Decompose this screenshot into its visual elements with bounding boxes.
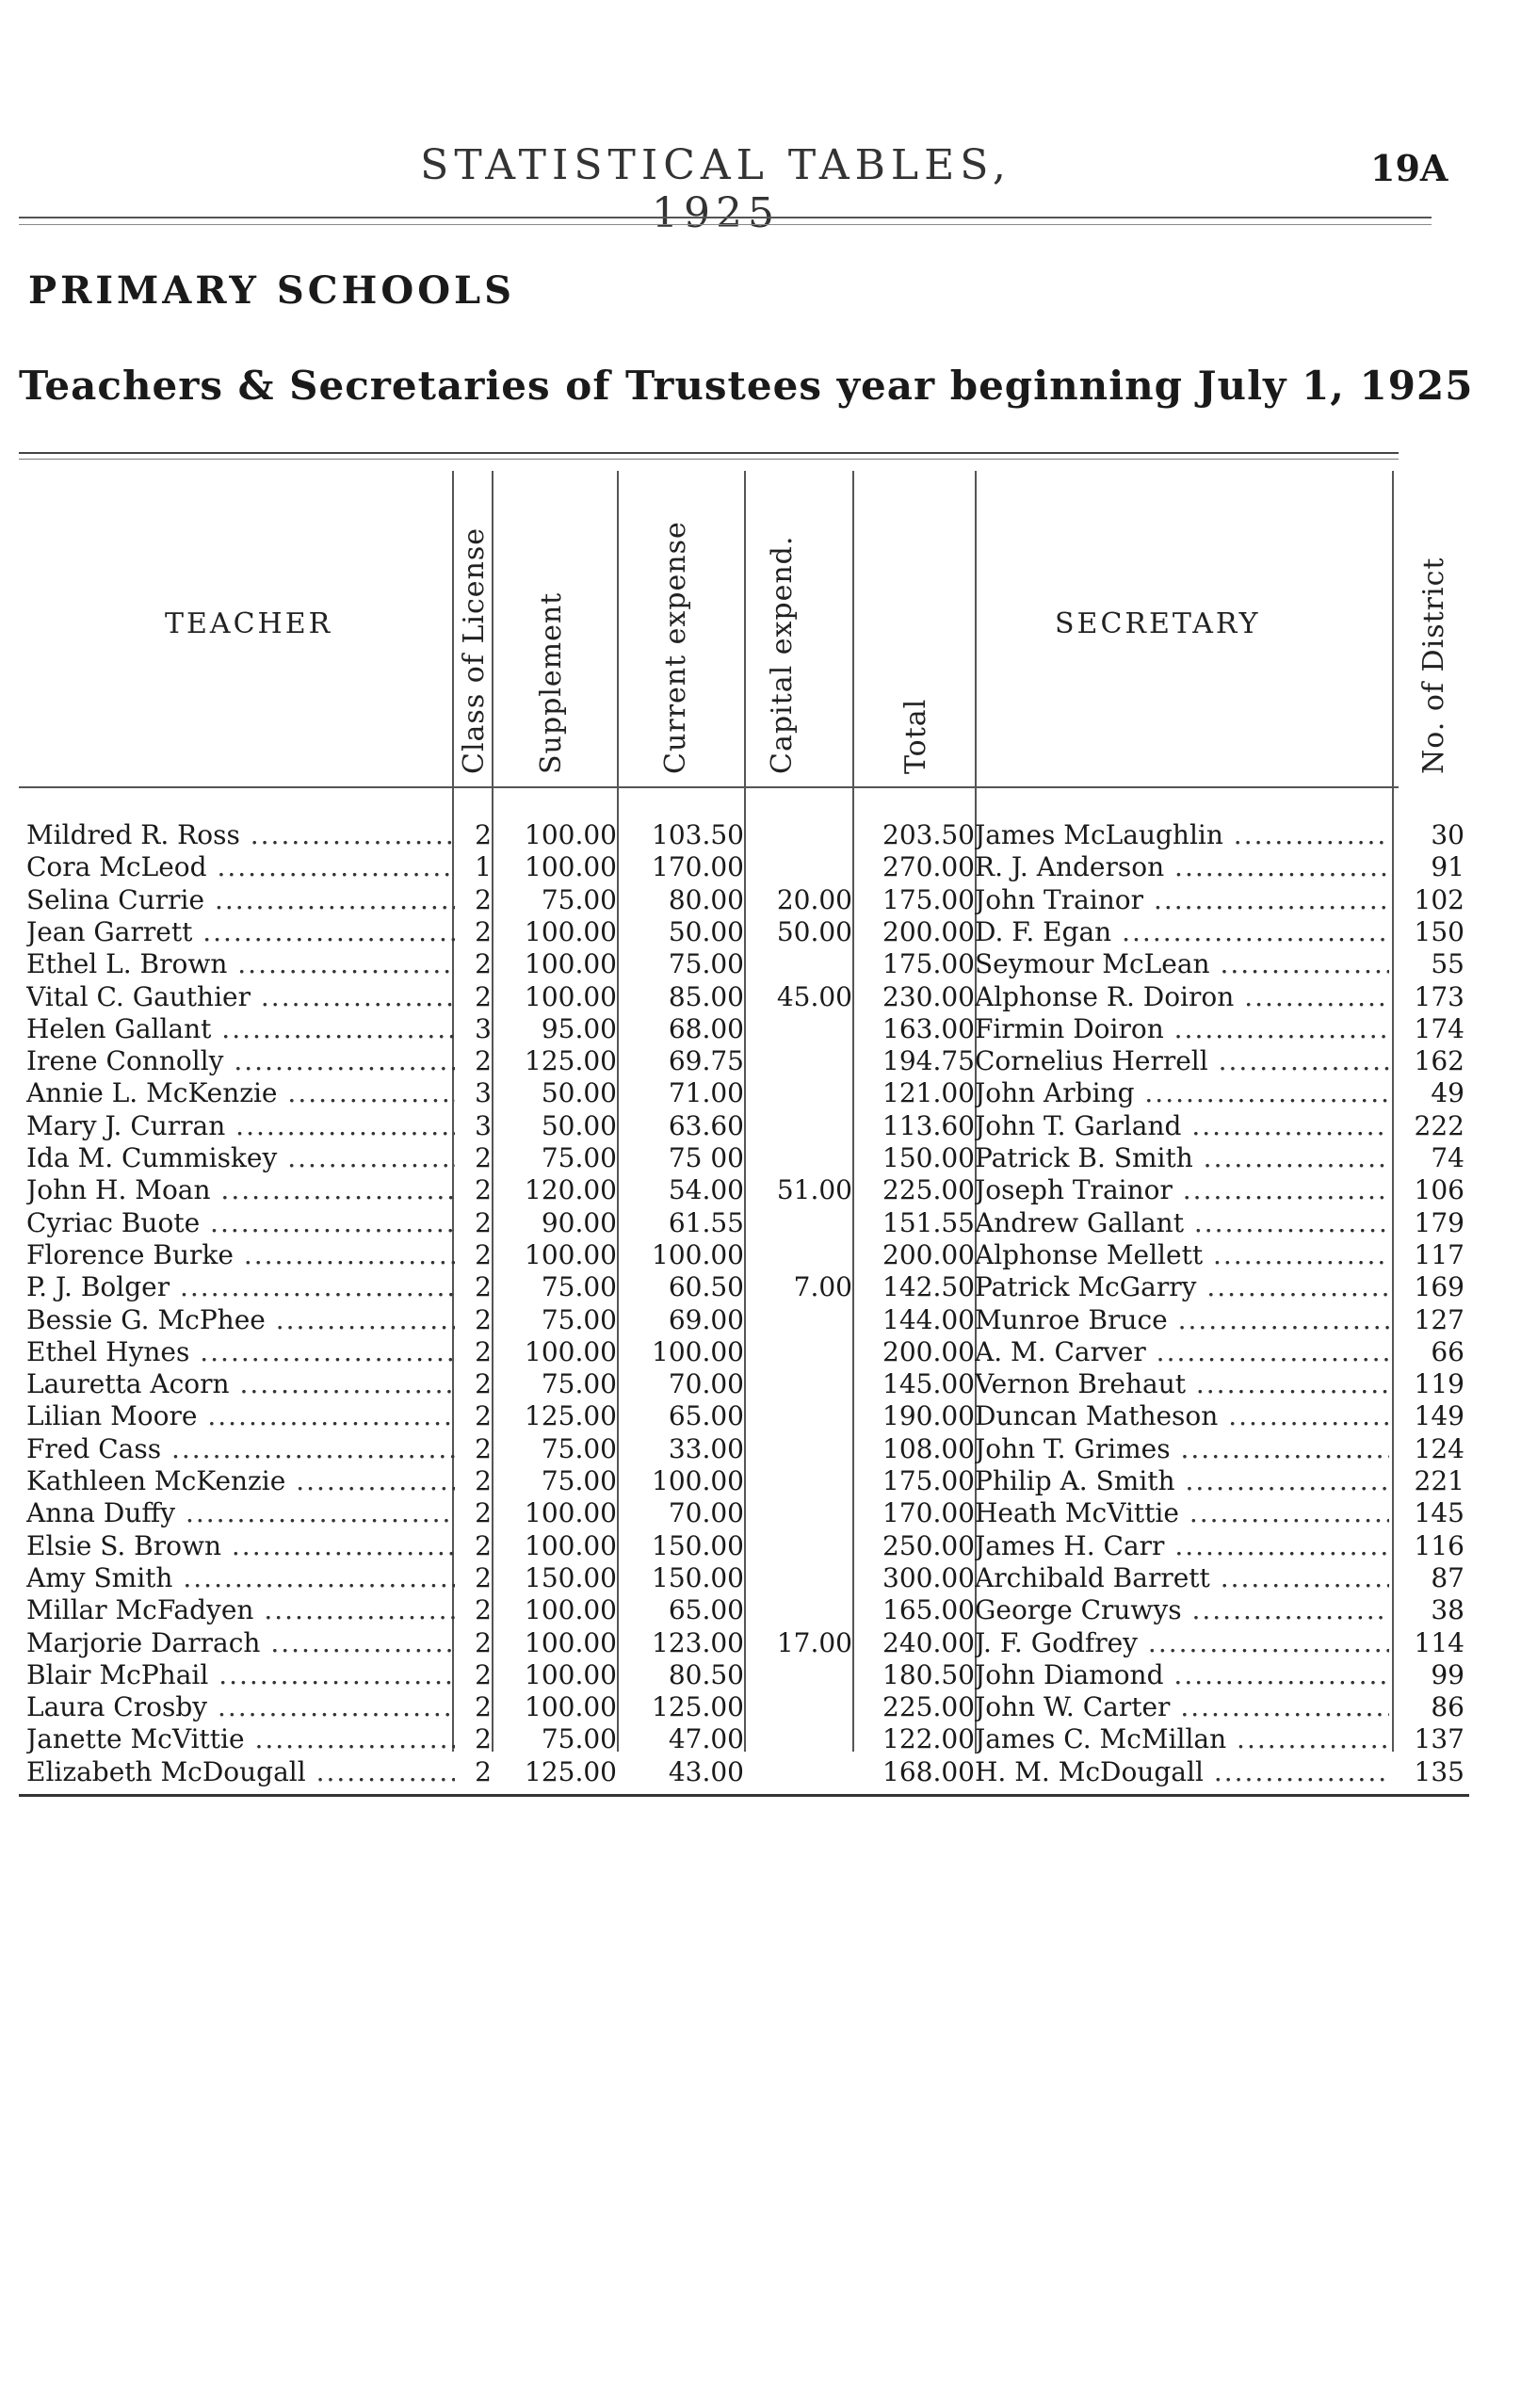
current-expense: 75.00 [668, 948, 744, 980]
current-expense: 47.00 [668, 1723, 744, 1755]
table-row [0, 1691, 1521, 1723]
secretary-name: Alphonse R. Doiron ..... [975, 981, 1389, 1012]
supplement-amount: 125.00 [525, 1400, 617, 1432]
district-number: 137 [1414, 1723, 1464, 1755]
total-amount: 200.00 [882, 1238, 975, 1270]
table-subtitle: Teachers & Secretaries of Trustees year beginning July 1, 1925 [19, 363, 1474, 409]
secretary-name: Duncan Matheson ..... [975, 1400, 1389, 1431]
total-amount: 225.00 [882, 1691, 975, 1723]
current-expense: 125.00 [652, 1691, 744, 1723]
capital-expend: 51.00 [776, 1174, 852, 1206]
supplement-amount: 75.00 [541, 1723, 617, 1755]
teacher-name: Cyriac Buote ..... [26, 1207, 455, 1238]
teacher-name: Anna Duffy ..... [26, 1497, 455, 1528]
district-number: 127 [1414, 1303, 1464, 1335]
total-amount: 200.00 [882, 1335, 975, 1367]
total-amount: 165.00 [882, 1594, 975, 1626]
current-expense: 71.00 [668, 1077, 744, 1109]
district-number: 124 [1414, 1432, 1464, 1464]
supplement-amount: 100.00 [525, 1594, 617, 1626]
supplement-amount: 50.00 [541, 1077, 617, 1109]
current-expense: 61.55 [668, 1206, 744, 1238]
teacher-name: Millar McFadyen ..... [26, 1594, 455, 1625]
class-of-license: 2 [475, 1594, 492, 1626]
section-title: PRIMARY SCHOOLS [28, 268, 516, 313]
class-of-license: 2 [475, 1271, 492, 1303]
secretary-name: John Trainor ..... [975, 884, 1389, 915]
table-row [0, 916, 1521, 948]
class-of-license: 3 [475, 1109, 492, 1141]
supplement-amount: 100.00 [525, 1497, 617, 1529]
teacher-name: Vital C. Gauthier ..... [26, 981, 455, 1012]
secretary-name: John Diamond ..... [975, 1659, 1389, 1690]
total-amount: 163.00 [882, 1012, 975, 1044]
table-row [0, 884, 1521, 916]
current-expense: 150.00 [652, 1561, 744, 1593]
secretary-name: Patrick McGarry ..... [975, 1271, 1389, 1302]
secretary-name: Andrew Gallant ..... [975, 1207, 1389, 1238]
teacher-name: Elsie S. Brown ..... [26, 1530, 455, 1561]
supplement-amount: 100.00 [525, 948, 617, 980]
class-of-license: 2 [475, 1142, 492, 1173]
class-of-license: 1 [475, 851, 492, 883]
supplement-amount: 50.00 [541, 1109, 617, 1141]
secretary-name: Vernon Brehaut ..... [975, 1368, 1389, 1399]
secretary-name: John Arbing ..... [975, 1077, 1389, 1108]
total-amount: 108.00 [882, 1432, 975, 1464]
district-number: 150 [1414, 915, 1464, 947]
teacher-name: Annie L. McKenzie ..... [26, 1077, 455, 1108]
district-number: 174 [1414, 1012, 1464, 1044]
class-of-license: 2 [475, 819, 492, 850]
current-expense: 150.00 [652, 1529, 744, 1561]
teacher-name: Mildred R. Ross ..... [26, 819, 455, 850]
current-expense: 69.00 [668, 1303, 744, 1335]
secretary-name: Munroe Bruce ..... [975, 1304, 1389, 1335]
supplement-amount: 125.00 [525, 1755, 617, 1787]
district-number: 222 [1414, 1109, 1464, 1141]
current-expense: 70.00 [668, 1497, 744, 1529]
total-amount: 180.50 [882, 1658, 975, 1690]
teacher-name: Lauretta Acorn ..... [26, 1368, 455, 1399]
supplement-amount: 75.00 [541, 1465, 617, 1496]
total-amount: 175.00 [882, 1465, 975, 1496]
secretary-name: J. F. Godfrey ..... [975, 1627, 1389, 1658]
table-row [0, 1045, 1521, 1077]
secretary-name: R. J. Anderson ..... [975, 851, 1389, 882]
class-of-license: 2 [475, 1206, 492, 1238]
teacher-name: Elizabeth McDougall ..... [26, 1756, 455, 1787]
district-number: 221 [1414, 1465, 1464, 1496]
table-row [0, 981, 1521, 1013]
table-row [0, 1723, 1521, 1755]
running-head-title: STATISTICAL TABLES, 1925 [420, 141, 1011, 237]
current-expense: 54.00 [668, 1174, 744, 1206]
supplement-amount: 90.00 [541, 1206, 617, 1238]
class-of-license: 2 [475, 1174, 492, 1206]
current-expense: 60.50 [668, 1271, 744, 1303]
current-expense: 100.00 [652, 1465, 744, 1496]
district-number: 117 [1414, 1238, 1464, 1270]
district-number: 149 [1414, 1400, 1464, 1432]
class-of-license: 2 [475, 1561, 492, 1593]
district-number: 116 [1414, 1529, 1464, 1561]
class-of-license: 2 [475, 1658, 492, 1690]
secretary-name: H. M. McDougall ..... [975, 1756, 1389, 1787]
total-amount: 170.00 [882, 1497, 975, 1529]
table-row [0, 1562, 1521, 1594]
teacher-name: John H. Moan ..... [26, 1174, 455, 1205]
header-capital-expend: Capital expend. [766, 535, 799, 774]
table-row [0, 1077, 1521, 1109]
table-row [0, 1142, 1521, 1174]
secretary-name: John T. Grimes ..... [975, 1433, 1389, 1464]
teacher-name: Kathleen McKenzie ..... [26, 1465, 455, 1496]
supplement-amount: 95.00 [541, 1012, 617, 1044]
total-amount: 194.75 [882, 1045, 975, 1077]
table-row [0, 1239, 1521, 1271]
total-amount: 150.00 [882, 1142, 975, 1173]
table-row [0, 1627, 1521, 1659]
supplement-amount: 75.00 [541, 1303, 617, 1335]
teacher-name: Ida M. Cummiskey ..... [26, 1142, 455, 1173]
class-of-license: 2 [475, 1045, 492, 1077]
table-bottom-rule [19, 1794, 1469, 1797]
class-of-license: 2 [475, 1497, 492, 1529]
capital-expend: 45.00 [776, 980, 852, 1012]
teacher-name: Bessie G. McPhee ..... [26, 1304, 455, 1335]
secretary-name: James C. McMillan ..... [975, 1723, 1389, 1754]
teacher-name: Marjorie Darrach ..... [26, 1627, 455, 1658]
district-number: 169 [1414, 1271, 1464, 1303]
secretary-name: Patrick B. Smith ..... [975, 1142, 1389, 1173]
secretary-name: John T. Garland ..... [975, 1110, 1389, 1141]
teacher-name: Helen Gallant ..... [26, 1013, 455, 1044]
supplement-amount: 75.00 [541, 1142, 617, 1173]
supplement-amount: 100.00 [525, 851, 617, 883]
total-amount: 240.00 [882, 1626, 975, 1658]
district-number: 38 [1431, 1594, 1464, 1626]
teacher-name: Jean Garrett ..... [26, 916, 455, 947]
total-amount: 122.00 [882, 1723, 975, 1755]
header-class-of-license: Class of License [458, 526, 491, 774]
district-number: 162 [1414, 1045, 1464, 1077]
current-expense: 65.00 [668, 1400, 744, 1432]
total-amount: 190.00 [882, 1400, 975, 1432]
header-current-expense: Current expense [659, 521, 692, 774]
class-of-license: 2 [475, 1723, 492, 1755]
current-expense: 50.00 [668, 915, 744, 947]
supplement-amount: 150.00 [525, 1561, 617, 1593]
current-expense: 70.00 [668, 1368, 744, 1400]
table-row [0, 819, 1521, 851]
supplement-amount: 75.00 [541, 883, 617, 915]
teacher-name: Selina Currie ..... [26, 884, 455, 915]
district-number: 99 [1431, 1658, 1464, 1690]
supplement-amount: 100.00 [525, 1626, 617, 1658]
total-amount: 225.00 [882, 1174, 975, 1206]
total-amount: 168.00 [882, 1755, 975, 1787]
current-expense: 80.50 [668, 1658, 744, 1690]
secretary-name: Heath McVittie ..... [975, 1497, 1389, 1528]
table-row [0, 1497, 1521, 1529]
supplement-amount: 100.00 [525, 980, 617, 1012]
table-row [0, 1110, 1521, 1142]
total-amount: 200.00 [882, 915, 975, 947]
table-row [0, 1207, 1521, 1239]
district-number: 66 [1431, 1335, 1464, 1367]
supplement-amount: 100.00 [525, 1238, 617, 1270]
table-row [0, 1756, 1521, 1788]
teacher-name: Irene Connolly ..... [26, 1045, 455, 1076]
class-of-license: 2 [475, 1465, 492, 1496]
secretary-name: Archibald Barrett ..... [975, 1562, 1389, 1593]
district-number: 86 [1431, 1691, 1464, 1723]
class-of-license: 2 [475, 948, 492, 980]
teacher-name: Florence Burke ..... [26, 1239, 455, 1270]
district-number: 119 [1414, 1368, 1464, 1400]
district-number: 173 [1414, 980, 1464, 1012]
table-row [0, 1530, 1521, 1562]
class-of-license: 2 [475, 1238, 492, 1270]
current-expense: 80.00 [668, 883, 744, 915]
class-of-license: 2 [475, 1335, 492, 1367]
class-of-license: 2 [475, 1755, 492, 1787]
current-expense: 63.60 [668, 1109, 744, 1141]
teacher-name: Ethel Hynes ..... [26, 1336, 455, 1367]
total-amount: 151.55 [882, 1206, 975, 1238]
supplement-amount: 125.00 [525, 1045, 617, 1077]
district-number: 114 [1414, 1626, 1464, 1658]
district-number: 74 [1431, 1142, 1464, 1173]
current-expense: 43.00 [668, 1755, 744, 1787]
secretary-name: D. F. Egan ..... [975, 916, 1389, 947]
current-expense: 65.00 [668, 1594, 744, 1626]
current-expense: 33.00 [668, 1432, 744, 1464]
secretary-name: Joseph Trainor ..... [975, 1174, 1389, 1205]
table-row [0, 1271, 1521, 1303]
class-of-license: 2 [475, 1691, 492, 1723]
table-row [0, 851, 1521, 883]
teacher-name: P. J. Bolger ..... [26, 1271, 455, 1302]
current-expense: 75 00 [668, 1142, 744, 1173]
teacher-name: Cora McLeod ..... [26, 851, 455, 882]
class-of-license: 2 [475, 883, 492, 915]
class-of-license: 3 [475, 1077, 492, 1109]
teacher-name: Amy Smith ..... [26, 1562, 455, 1593]
current-expense: 85.00 [668, 980, 744, 1012]
total-amount: 270.00 [882, 851, 975, 883]
district-number: 102 [1414, 883, 1464, 915]
current-expense: 123.00 [652, 1626, 744, 1658]
table-row [0, 948, 1521, 980]
teacher-name: Laura Crosby ..... [26, 1691, 455, 1722]
table-row [0, 1465, 1521, 1497]
header-bottom-rule [19, 786, 1399, 788]
total-amount: 230.00 [882, 980, 975, 1012]
table-row [0, 1174, 1521, 1206]
supplement-amount: 75.00 [541, 1271, 617, 1303]
capital-expend: 50.00 [776, 915, 852, 947]
table-row [0, 1400, 1521, 1432]
class-of-license: 2 [475, 1400, 492, 1432]
header-total: Total [899, 698, 932, 774]
secretary-name: James McLaughlin ..... [975, 819, 1389, 850]
district-number: 106 [1414, 1174, 1464, 1206]
table-row [0, 1659, 1521, 1691]
district-number: 91 [1431, 851, 1464, 883]
district-number: 135 [1414, 1755, 1464, 1787]
table-row [0, 1594, 1521, 1626]
supplement-amount: 75.00 [541, 1432, 617, 1464]
current-expense: 103.50 [652, 819, 744, 850]
header-teacher: TEACHER [165, 607, 333, 640]
supplement-amount: 100.00 [525, 1658, 617, 1690]
teacher-name: Blair McPhail ..... [26, 1659, 455, 1690]
teacher-name: Mary J. Curran ..... [26, 1110, 455, 1141]
secretary-name: A. M. Carver ..... [975, 1336, 1389, 1367]
secretary-name: Philip A. Smith ..... [975, 1465, 1389, 1496]
district-number: 30 [1431, 819, 1464, 850]
class-of-license: 2 [475, 1303, 492, 1335]
class-of-license: 2 [475, 1626, 492, 1658]
district-number: 49 [1431, 1077, 1464, 1109]
supplement-amount: 100.00 [525, 915, 617, 947]
table-row [0, 1304, 1521, 1336]
district-number: 179 [1414, 1206, 1464, 1238]
capital-expend: 17.00 [776, 1626, 852, 1658]
teacher-name: Ethel L. Brown ..... [26, 948, 455, 979]
supplement-amount: 100.00 [525, 1335, 617, 1367]
table-top-rule [19, 452, 1399, 454]
total-amount: 175.00 [882, 948, 975, 980]
supplement-amount: 100.00 [525, 819, 617, 850]
class-of-license: 2 [475, 1529, 492, 1561]
teacher-name: Lilian Moore ..... [26, 1400, 455, 1431]
supplement-amount: 100.00 [525, 1529, 617, 1561]
capital-expend: 7.00 [793, 1271, 852, 1303]
header-supplement: Supplement [535, 591, 568, 774]
teacher-name: Fred Cass ..... [26, 1433, 455, 1464]
class-of-license: 2 [475, 1432, 492, 1464]
total-amount: 145.00 [882, 1368, 975, 1400]
table-row [0, 1433, 1521, 1465]
district-number: 55 [1431, 948, 1464, 980]
current-expense: 170.00 [652, 851, 744, 883]
current-expense: 100.00 [652, 1335, 744, 1367]
secretary-name: Cornelius Herrell ..... [975, 1045, 1389, 1076]
total-amount: 113.60 [882, 1109, 975, 1141]
total-amount: 203.50 [882, 819, 975, 850]
total-amount: 121.00 [882, 1077, 975, 1109]
secretary-name: Seymour McLean ..... [975, 948, 1389, 979]
current-expense: 69.75 [668, 1045, 744, 1077]
total-amount: 142.50 [882, 1271, 975, 1303]
total-amount: 144.00 [882, 1303, 975, 1335]
district-number: 145 [1414, 1497, 1464, 1529]
table-row [0, 1368, 1521, 1400]
table-top-rule-thin [19, 459, 1399, 460]
total-amount: 300.00 [882, 1561, 975, 1593]
class-of-license: 2 [475, 980, 492, 1012]
current-expense: 100.00 [652, 1238, 744, 1270]
supplement-amount: 100.00 [525, 1691, 617, 1723]
capital-expend: 20.00 [776, 883, 852, 915]
class-of-license: 2 [475, 915, 492, 947]
class-of-license: 2 [475, 1368, 492, 1400]
total-amount: 250.00 [882, 1529, 975, 1561]
page-number: 19A [1370, 147, 1448, 189]
running-head-rule [19, 217, 1432, 218]
supplement-amount: 120.00 [525, 1174, 617, 1206]
class-of-license: 3 [475, 1012, 492, 1044]
total-amount: 175.00 [882, 883, 975, 915]
secretary-name: Firmin Doiron ..... [975, 1013, 1389, 1044]
supplement-amount: 75.00 [541, 1368, 617, 1400]
table-row [0, 1336, 1521, 1368]
current-expense: 68.00 [668, 1012, 744, 1044]
secretary-name: John W. Carter ..... [975, 1691, 1389, 1722]
running-head-rule-thin [19, 224, 1432, 225]
header-no-of-district: No. of District [1417, 557, 1450, 774]
secretary-name: Alphonse Mellett ..... [975, 1239, 1389, 1270]
secretary-name: George Cruwys ..... [975, 1594, 1389, 1625]
table-row [0, 1013, 1521, 1045]
district-number: 87 [1431, 1561, 1464, 1593]
teacher-name: Janette McVittie ..... [26, 1723, 455, 1754]
secretary-name: James H. Carr ..... [975, 1530, 1389, 1561]
header-secretary: SECRETARY [1055, 607, 1261, 640]
